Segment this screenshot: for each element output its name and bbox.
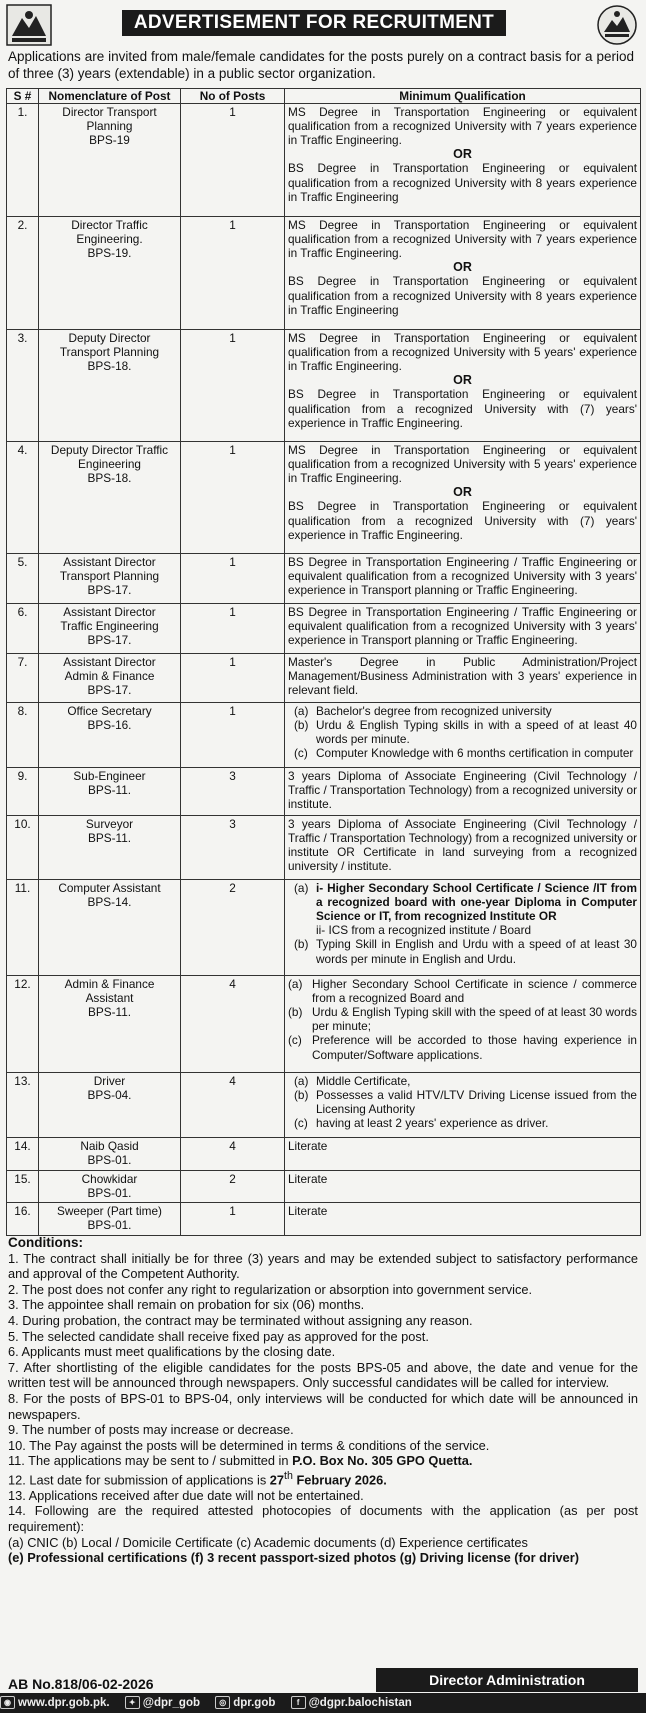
post-line: Admin & Finance: [64, 669, 155, 684]
post-line: BPS-04.: [87, 1088, 132, 1103]
table-row: [7, 330, 641, 442]
qualification-option: BS Degree in Transportation Engineering or equivalent qualification from a recognized University with 8 years experience in Traffic Engineering: [288, 161, 637, 204]
item-marker: (c): [288, 1033, 302, 1048]
row-post: [39, 654, 181, 703]
post-line: Chowkidar: [81, 1172, 138, 1187]
social-website[interactable]: [0, 1697, 110, 1709]
table-row: [7, 703, 641, 768]
post-line: Assistant Director: [63, 605, 156, 620]
row-post: [39, 976, 181, 1073]
option-ii-text: ii- ICS from a recognized institute / Board: [316, 923, 532, 938]
row-post: [39, 816, 181, 880]
post-line: Sweeper (Part time): [57, 1204, 162, 1219]
page-title: ADVERTISEMENT FOR RECRUITMENT: [122, 10, 506, 36]
item-text: Higher Secondary School Certificate in science / commerce from a recognized Board and: [312, 977, 637, 1006]
item-text: Preference will be accorded to those having experience in Computer/Software applications.: [312, 1033, 637, 1062]
qualification-item: [288, 704, 637, 718]
row-post: [39, 330, 181, 442]
qualification-item: [288, 937, 637, 965]
condition-item: 3. The appointee shall remain on probation for six (06) months.: [8, 1297, 365, 1313]
row-post: [39, 1171, 181, 1203]
row-qualification: 3 years Diploma of Associate Engineering (Civil Technology / Traffic / Transportation Technology) from a recognized university or institute OR Certificate in land surveying from a recognized university / institute.: [285, 816, 641, 880]
post-line: BPS-17.: [87, 683, 132, 698]
table-row: [7, 104, 641, 217]
social-instagram[interactable]: [215, 1697, 275, 1709]
row-count: 4: [181, 976, 285, 1073]
row-sn: 2.: [7, 217, 39, 330]
post-line: Assistant Director: [63, 655, 156, 670]
row-qualification: 3 years Diploma of Associate Engineering (Civil Technology / Traffic / Transportation Technology) from a recognized university or institute.: [285, 768, 641, 816]
post-line: BPS-19: [89, 133, 130, 148]
social-text: @dpr_gob: [142, 1697, 200, 1709]
table-row: [7, 1073, 641, 1138]
documents-list-line-1: (a) CNIC (b) Local / Domicile Certificate (c) Academic documents (d) Experience certificates: [8, 1534, 528, 1550]
row-post: [39, 880, 181, 976]
row-sn: 13.: [7, 1073, 39, 1138]
item-marker: (b): [294, 1088, 309, 1103]
condition-text: 12. Last date for submission of applications is: [8, 1472, 270, 1488]
post-line: BPS-01.: [87, 1186, 132, 1201]
post-line: Sub-Engineer: [73, 769, 146, 784]
post-line: Assistant: [85, 991, 134, 1006]
last-date-suffix: th: [284, 1469, 293, 1482]
item-marker: (a): [288, 977, 303, 992]
post-line: Admin & Finance: [64, 977, 155, 992]
post-line: Director Traffic: [71, 218, 148, 233]
social-text: www.dpr.gob.pk.: [18, 1697, 110, 1709]
item-marker: (c): [294, 746, 308, 761]
col-header-sn: S #: [7, 89, 39, 104]
condition-item: 7. After shortlisting of the eligible candidates for the posts BPS-05 and above, the date and venue for the written test will be announced through newspapers. Only successful candidates will be called for interview.: [8, 1359, 638, 1391]
post-line: Engineering: [78, 457, 141, 472]
social-facebook[interactable]: [291, 1697, 412, 1709]
item-text: Middle Certificate,: [316, 1074, 411, 1089]
post-line: Surveyor: [85, 817, 134, 832]
condition-item: 2. The post does not confer any right to regularization or absorption into government service.: [8, 1281, 533, 1297]
post-line: BPS-01.: [87, 1218, 132, 1233]
qualification-item: [288, 746, 637, 760]
condition-item: 14. Following are the required attested photocopies of documents with the application (as per post requirement):: [8, 1503, 638, 1534]
post-line: BPS-18.: [87, 471, 132, 486]
table-row: [7, 442, 641, 554]
post-line: BPS-14.: [87, 895, 132, 910]
table-row: [7, 816, 641, 880]
post-line: Deputy Director: [68, 331, 151, 346]
row-count: 1: [181, 330, 285, 442]
condition-item-last-date: [8, 1469, 638, 1488]
condition-text: 11. The applications may be sent to / submitted in: [8, 1453, 293, 1469]
item-text: Bachelor's degree from recognized university: [316, 704, 552, 719]
social-twitter[interactable]: [125, 1697, 200, 1709]
qualification-item: [288, 1074, 637, 1088]
row-count: 1: [181, 703, 285, 768]
twitter-icon: ✦: [125, 1696, 140, 1709]
row-sn: 11.: [7, 880, 39, 976]
balochistan-emblem-logo-left: [6, 4, 52, 46]
row-post: [39, 604, 181, 654]
conditions-section: [8, 1235, 638, 1566]
table-row: [7, 1203, 641, 1236]
condition-item: 6. Applicants must meet qualifications by the closing date.: [8, 1344, 336, 1360]
row-count: 4: [181, 1138, 285, 1171]
row-qualification: Literate: [285, 1203, 641, 1236]
table-row: [7, 1171, 641, 1203]
social-text: @dgpr.balochistan: [308, 1697, 412, 1709]
post-line: Transport Planning: [59, 569, 160, 584]
row-qualification: [285, 1073, 641, 1138]
table-header-row: [7, 89, 641, 104]
row-sn: 4.: [7, 442, 39, 554]
row-count: 1: [181, 554, 285, 604]
social-bar: [0, 1693, 646, 1713]
post-line: BPS-11.: [87, 831, 132, 846]
item-text: Typing Skill in English and Urdu with a speed of at least 30 words per minute in English and Urdu.: [316, 937, 637, 966]
post-line: Engineering.: [76, 232, 143, 247]
post-line: Office Secretary: [67, 704, 152, 719]
row-qualification: BS Degree in Transportation Engineering / Traffic Engineering or equivalent qualification from a recognized University with 3 years' experience in Transport planning or Traffic Engineering.: [285, 554, 641, 604]
row-qualification: Literate: [285, 1171, 641, 1203]
row-count: 1: [181, 654, 285, 703]
post-line: Director Transport: [62, 105, 157, 120]
row-count: 2: [181, 1171, 285, 1203]
row-qualification: [285, 217, 641, 330]
post-line: BPS-18.: [87, 359, 132, 374]
row-sn: 12.: [7, 976, 39, 1073]
documents-list-line-2: (e) Professional certifications (f) 3 recent passport-sized photos (g) Driving license (for driver): [8, 1550, 579, 1566]
post-line: Naib Qasid: [80, 1139, 139, 1154]
row-qualification: Literate: [285, 1138, 641, 1171]
last-date-day: 27: [269, 1472, 285, 1488]
item-marker: (b): [288, 1005, 303, 1020]
table-row: [7, 768, 641, 816]
row-qualification: [285, 442, 641, 554]
row-sn: 6.: [7, 604, 39, 654]
posts-table: [6, 88, 641, 1236]
condition-item: 5. The selected candidate shall receive fixed pay as approved for the post.: [8, 1328, 429, 1344]
table-row: [7, 880, 641, 976]
row-qualification: BS Degree in Transportation Engineering / Traffic Engineering or equivalent qualification from a recognized University with 3 years' experience in Transport planning or Traffic Engineering.: [285, 604, 641, 654]
row-post: [39, 1073, 181, 1138]
last-date-month-year: February 2026.: [292, 1472, 387, 1488]
row-count: 1: [181, 1203, 285, 1236]
condition-item: 10. The Pay against the posts will be determined in terms & conditions of the service.: [8, 1437, 490, 1453]
qualification-option: MS Degree in Transportation Engineering or equivalent qualification from a recognized University with 7 years experience in Traffic Engineering.: [288, 218, 637, 261]
condition-item: 1. The contract shall initially be for three (3) years and may be extended subject to satisfactory performance and approval of the Competent Authority.: [8, 1250, 638, 1282]
row-count: 1: [181, 104, 285, 217]
qualification-item: [288, 881, 637, 937]
or-separator: OR: [453, 147, 472, 162]
table-row: [7, 1138, 641, 1171]
row-sn: 3.: [7, 330, 39, 442]
item-marker: (a): [294, 1074, 309, 1089]
row-qualification: [285, 880, 641, 976]
post-line: Driver: [93, 1074, 126, 1089]
post-line: BPS-01.: [87, 1153, 132, 1168]
row-qualification: Master's Degree in Public Administration/Project Management/Business Administration with 3 years' experience in relevant field.: [285, 654, 641, 703]
condition-item: 13. Applications received after due date will not be entertained.: [8, 1487, 364, 1503]
table-row: [7, 217, 641, 330]
social-text: dpr.gob: [233, 1697, 276, 1709]
item-marker: (b): [294, 937, 309, 952]
table-row: [7, 654, 641, 703]
qualification-option: MS Degree in Transportation Engineering or equivalent qualification from a recognized University with 5 years' experience in Traffic Engineering.: [288, 331, 637, 374]
qualification-option: BS Degree in Transportation Engineering or equivalent qualification from a recognized University with (7) years' experience in Traffic Engineering.: [288, 499, 637, 542]
col-header-post: Nomenclature of Post: [39, 89, 181, 104]
post-line: Planning: [86, 119, 133, 134]
table-row: [7, 976, 641, 1073]
post-line: BPS-11.: [87, 1005, 132, 1020]
condition-item: 8. For the posts of BPS-01 to BPS-04, only interviews will be conducted for which date will be announced in newspapers.: [8, 1390, 638, 1422]
row-post: [39, 554, 181, 604]
ad-number: AB No.818/06-02-2026: [8, 1676, 154, 1692]
signatory: Director Administration: [376, 1668, 638, 1692]
qualification-option: MS Degree in Transportation Engineering or equivalent qualification from a recognized University with 5 years' experience in Traffic Engineering.: [288, 443, 637, 486]
item-text: Possesses a valid HTV/LTV Driving License issued from the Licensing Authority: [316, 1088, 637, 1117]
qualification-item: [288, 1116, 637, 1130]
post-line: BPS-16.: [87, 718, 132, 733]
po-box-address: P.O. Box No. 305 GPO Quetta.: [292, 1453, 473, 1469]
row-post: [39, 442, 181, 554]
qualification-option: BS Degree in Transportation Engineering or equivalent qualification from a recognized University with 8 years experience in Traffic Engineering: [288, 274, 637, 317]
row-count: 3: [181, 816, 285, 880]
item-text: Computer Knowledge with 6 months certification in computer: [316, 746, 634, 761]
item-text: having at least 2 years' experience as driver.: [316, 1116, 549, 1131]
row-sn: 7.: [7, 654, 39, 703]
header: [0, 0, 646, 46]
post-line: Transport Planning: [59, 345, 160, 360]
row-qualification: [285, 976, 641, 1073]
row-post: [39, 1203, 181, 1236]
qualification-option: MS Degree in Transportation Engineering or equivalent qualification from a recognized University with 7 years experience in Traffic Engineering.: [288, 105, 637, 148]
or-separator: OR: [453, 373, 472, 388]
row-sn: 1.: [7, 104, 39, 217]
item-marker: (a): [294, 704, 309, 719]
condition-item: 9. The number of posts may increase or decrease.: [8, 1422, 294, 1438]
row-count: 3: [181, 768, 285, 816]
row-post: [39, 104, 181, 217]
row-count: 4: [181, 1073, 285, 1138]
conditions-heading: Conditions:: [8, 1235, 83, 1250]
post-line: Assistant Director: [63, 555, 156, 570]
row-count: 1: [181, 217, 285, 330]
option-i-text: i- Higher Secondary School Certificate / Science /IT from a recognized board with one-year Diploma in Computer Science or IT, from recognized Institute: [316, 881, 637, 924]
item-text: Urdu & English Typing skills in with a speed of at least 40 words per minute.: [316, 718, 637, 747]
col-header-count: No of Posts: [181, 89, 285, 104]
post-line: BPS-19.: [87, 246, 132, 261]
row-sn: 16.: [7, 1203, 39, 1236]
item-text: Urdu & English Typing skill with the speed of at least 30 words per minute;: [312, 1005, 637, 1034]
row-sn: 5.: [7, 554, 39, 604]
row-post: [39, 703, 181, 768]
row-sn: 8.: [7, 703, 39, 768]
post-line: Computer Assistant: [58, 881, 161, 896]
row-count: 2: [181, 880, 285, 976]
row-count: 1: [181, 442, 285, 554]
row-post: [39, 1138, 181, 1171]
row-sn: 14.: [7, 1138, 39, 1171]
item-marker: (c): [294, 1116, 308, 1131]
qualification-item: [288, 718, 637, 746]
row-count: 1: [181, 604, 285, 654]
col-header-qualification: Minimum Qualification: [285, 89, 641, 104]
row-sn: 10.: [7, 816, 39, 880]
condition-item: 4. During probation, the contract may be terminated without assigning any reason.: [8, 1312, 473, 1328]
item-marker: (a): [294, 881, 309, 896]
row-qualification: [285, 104, 641, 217]
row-post: [39, 768, 181, 816]
balochistan-emblem-logo-right: [594, 4, 640, 46]
row-sn: 15.: [7, 1171, 39, 1203]
post-line: Deputy Director Traffic: [50, 443, 169, 458]
globe-icon: ◉: [0, 1696, 15, 1709]
table-row: [7, 554, 641, 604]
post-line: BPS-17.: [87, 583, 132, 598]
condition-item-po-box: [8, 1453, 638, 1469]
qualification-item: [288, 1033, 637, 1061]
item-marker: (b): [294, 718, 309, 733]
item-text: [316, 881, 637, 923]
table-row: [7, 604, 641, 654]
row-qualification: [285, 703, 641, 768]
row-sn: 9.: [7, 768, 39, 816]
qualification-item: [288, 1088, 637, 1116]
instagram-icon: ◎: [215, 1696, 230, 1709]
or-separator: OR: [453, 485, 472, 500]
qualification-option: BS Degree in Transportation Engineering or equivalent qualification from a recognized University with (7) years' experience in Traffic Engineering.: [288, 387, 637, 430]
or-inline: OR: [538, 909, 557, 924]
post-line: BPS-11.: [87, 783, 132, 798]
facebook-icon: f: [291, 1696, 306, 1709]
row-post: [39, 217, 181, 330]
or-separator: OR: [453, 260, 472, 275]
intro-text: Applications are invited from male/female candidates for the posts purely on a contract basis for a period of three (3) years (extendable) in a public sector organization.: [8, 49, 634, 81]
post-line: Traffic Engineering: [60, 619, 159, 634]
post-line: BPS-17.: [87, 633, 132, 648]
row-qualification: [285, 330, 641, 442]
qualification-item: [288, 1005, 637, 1033]
qualification-item: [288, 977, 637, 1005]
